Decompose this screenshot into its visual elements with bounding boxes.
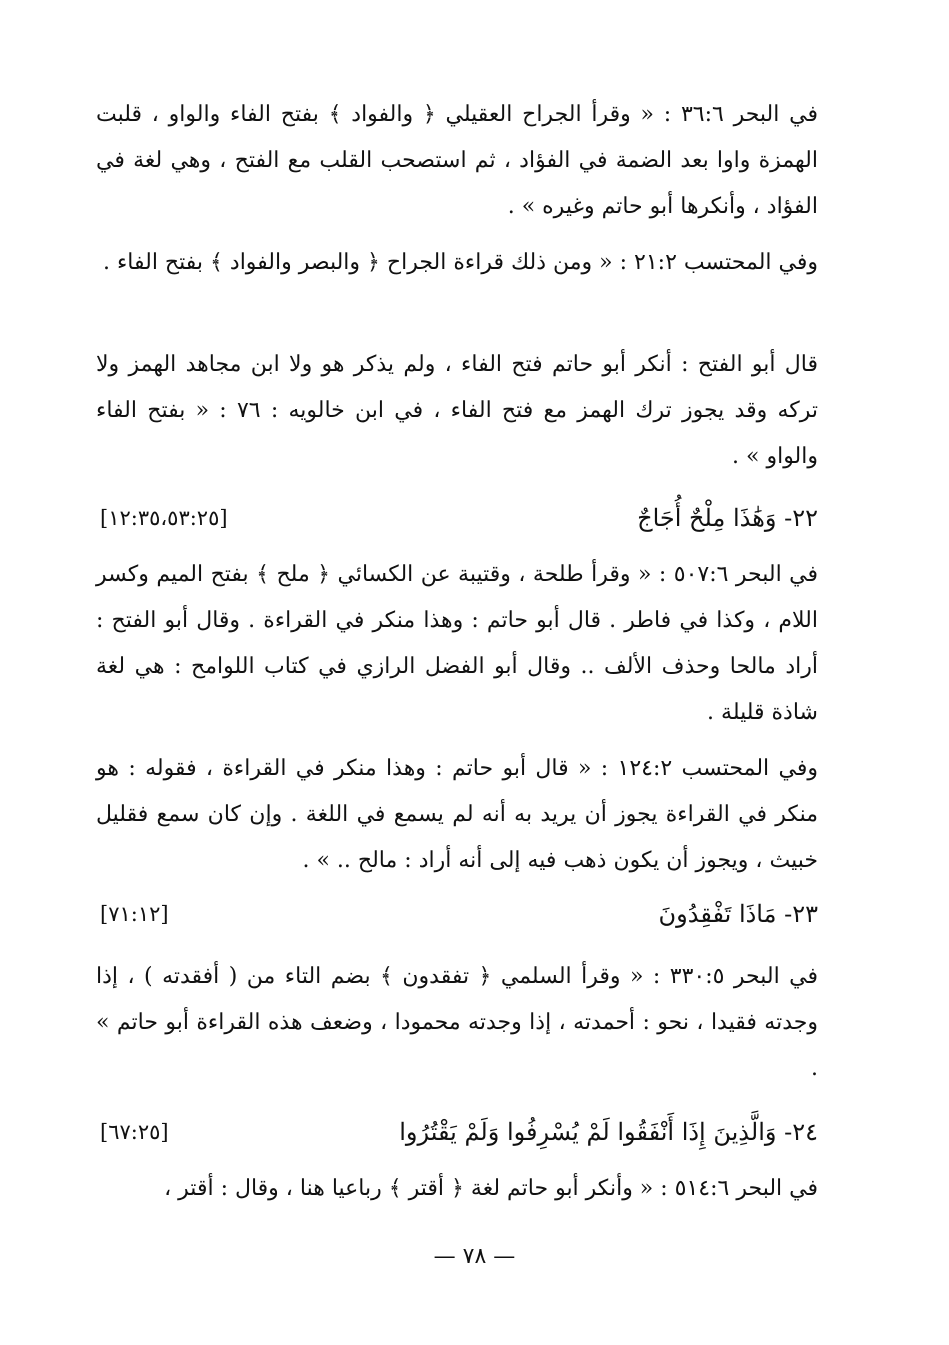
paragraph-text: وفي المحتسب ١٢٤:٢ : « قال أبو حاتم : وهذا منكر في القراءة ، فقوله : هو منكر في القراءة يجوز أن يريد به أنه لم يسمع في اللغة . وإن كان سمع فقليل خبيث ، ويجوز أن يكون ذهب فيه إلى أنه أراد : مالح .. » . xyxy=(96,756,818,873)
paragraph-bahr-aqtar xyxy=(96,1166,818,1212)
paragraph-abu-alfath xyxy=(96,342,818,480)
verse-reference: [١٢:٣٥،٥٣:٢٥] xyxy=(100,506,228,530)
verse-heading-23 xyxy=(96,892,818,936)
verse-reference: [٧١:١٢] xyxy=(100,902,169,926)
paragraph-text: قال أبو الفتح : أنكر أبو حاتم فتح الفاء ، ولم يذكر هو ولا ابن مجاهد الهمز ولا تركه وقد يجوز ترك الهمز مع فتح الفاء ، في ابن خالويه : ٧٦ : « بفتح الفاء والواو » . xyxy=(96,352,818,469)
paragraph-text: في البحر ٥١٤:٦ : « وأنكر أبو حاتم لغة ﴿ أقتر ﴾ رباعيا هنا ، وقال : أقتر ، xyxy=(164,1176,818,1201)
verse-text: ٢٣- مَاذَا تَفْقِدُونَ xyxy=(658,900,818,928)
paragraph-muhtasab-milh xyxy=(96,746,818,884)
paragraph-bahr-fuad xyxy=(96,92,818,230)
paragraph-text: في البحر ٥٠٧:٦ : « وقرأ طلحة ، وقتيبة عن الكسائي ﴿ ملح ﴾ بفتح الميم وكسر اللام ، وكذا في فاطر . قال أبو حاتم : وهذا منكر في القراءة . وقال أبو الفتح : أراد مالحا وحذف الألف .. وقال أبو الفضل الرازي في كتاب اللوامح : هي لغة شاذة قليلة . xyxy=(96,562,819,725)
verse-reference: [٦٧:٢٥] xyxy=(100,1120,169,1144)
paragraph-muhtasab-fuad xyxy=(96,240,818,286)
paragraph-text: في البحر ٣٦:٦ : « وقرأ الجراح العقيلي ﴿ والفواد ﴾ بفتح الفاء والواو ، قلبت الهمزة واوا بعد الضمة في الفؤاد ، ثم استصحب القلب مع الفتح ، وهي لغة في الفؤاد ، وأنكرها أبو حاتم وغيره » . xyxy=(96,102,818,219)
paragraph-bahr-milh xyxy=(96,552,818,736)
verse-heading-24 xyxy=(96,1110,818,1154)
page-number: — ٧٨ — xyxy=(433,1244,516,1269)
paragraph-text: وفي المحتسب ٢١:٢ : « ومن ذلك قراءة الجراح ﴿ والبصر والفواد ﴾ بفتح الفاء . xyxy=(102,250,818,275)
verse-text: ٢٢- وَهَٰذَا مِلْحٌ أُجَاجٌ xyxy=(637,504,818,532)
paragraph-bahr-tafqidun xyxy=(96,954,818,1092)
paragraph-text: في البحر ٣٣٠:٥ : « وقرأ السلمي ﴿ تفقدون ﴾ بضم التاء من ( أفقدته ) ، إذا وجدته فقيدا ، نحو : أحمدته ، إذا وجدته محمودا ، وضعف هذه القراءة أبو حاتم » . xyxy=(96,964,818,1081)
verse-heading-22 xyxy=(96,496,818,540)
verse-text: ٢٤- وَالَّذِينَ إِذَا أَنْفَقُوا لَمْ يُسْرِفُوا وَلَمْ يَقْتُرُوا xyxy=(399,1118,818,1146)
